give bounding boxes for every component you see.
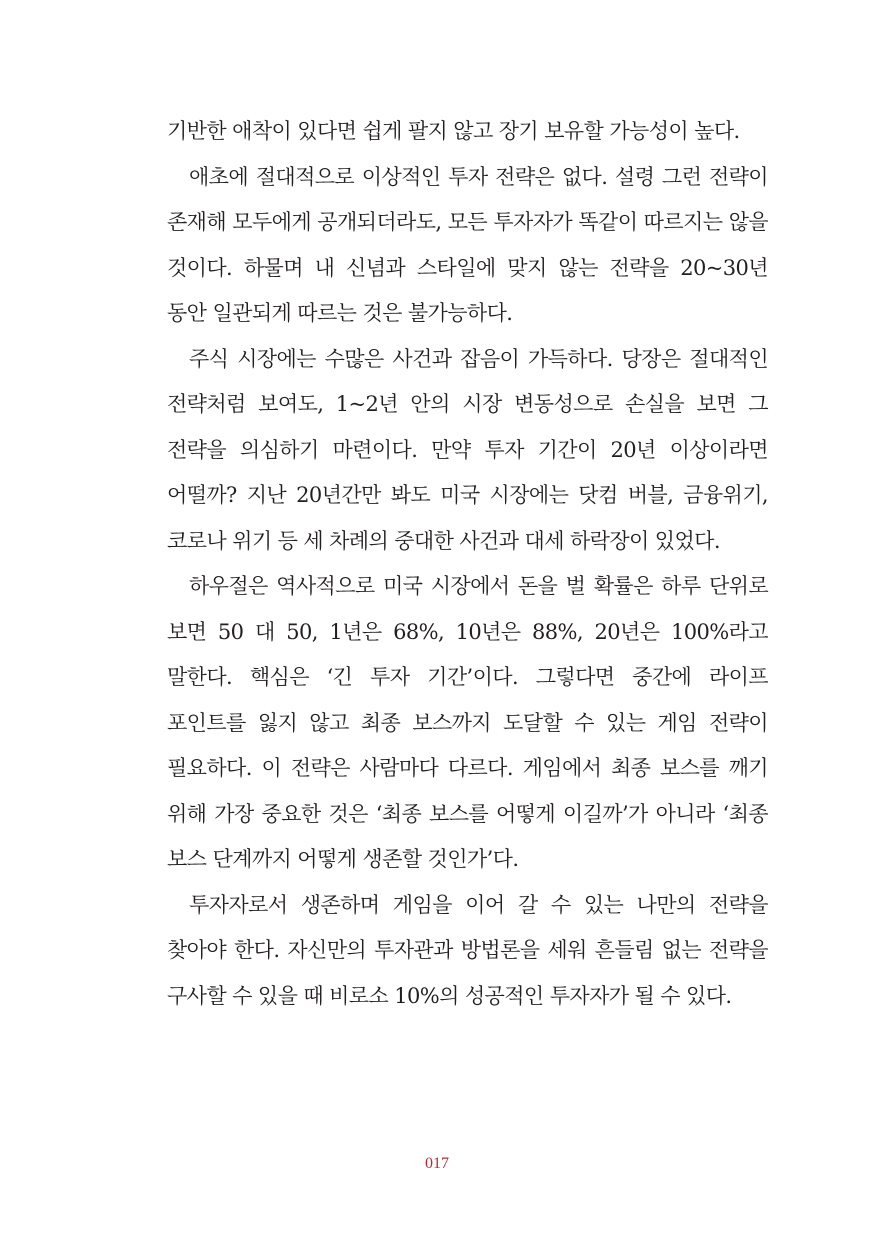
body-text [167,109,768,1019]
paragraph-survival-strategy: 투자자로서 생존하며 게임을 이어 갈 수 있는 나만의 전략을 찾아야 한다. 자신만의 투자관과 방법론을 세워 흔들림 없는 전략을 구사할 수 있을 때 비로소 10%의 성공적인 투자자가 될 수 있다. [167,892,768,1008]
page-number: 017 [425,1155,449,1172]
paragraph-market-noise: 주식 시장에는 수많은 사건과 잡음이 가득하다. 당장은 절대적인 전략처럼 보여도, 1~2년 안의 시장 변동성으로 손실을 보면 그 전략을 의심하기 마련이다. 만약 투자 기간이 20년 이상이라면 어떨까? 지난 20년간만 봐도 미국 시장에는 닷컴 버블, 금융위기, 코로나 위기 등 세 차례의 중대한 사건과 대세 하락장이 있었다. [167,346,768,553]
paragraph-long-term-odds: 하우절은 역사적으로 미국 시장에서 돈을 벌 확률은 하루 단위로 보면 50 대 50, 1년은 68%, 10년은 88%, 20년은 100%라고 말한다. 핵심은 ‘긴 투자 기간’이다. 그렇다면 중간에 라이프 포인트를 잃지 않고 최종 보스까지 도달할 수 있는 게임 전략이 필요하다. 이 전략은 사람마다 다르다. 게임에서 최종 보스를 깨기 위해 가장 중요한 것은 ‘최종 보스를 어떻게 이길까’가 아니라 ‘최종 보스 단계까지 어떻게 생존할 것인가’다. [167,574,768,871]
paragraph-ideal-strategy: 애초에 절대적으로 이상적인 투자 전략은 없다. 설령 그런 전략이 존재해 모두에게 공개되더라도, 모든 투자자가 똑같이 따르지는 않을 것이다. 하물며 내 신념과 스타일에 맞지 않는 전략을 20~30년 동안 일관되게 따르는 것은 불가능하다. [167,164,768,325]
paragraph-continuation: 기반한 애착이 있다면 쉽게 팔지 않고 장기 보유할 가능성이 높다. [167,119,740,143]
